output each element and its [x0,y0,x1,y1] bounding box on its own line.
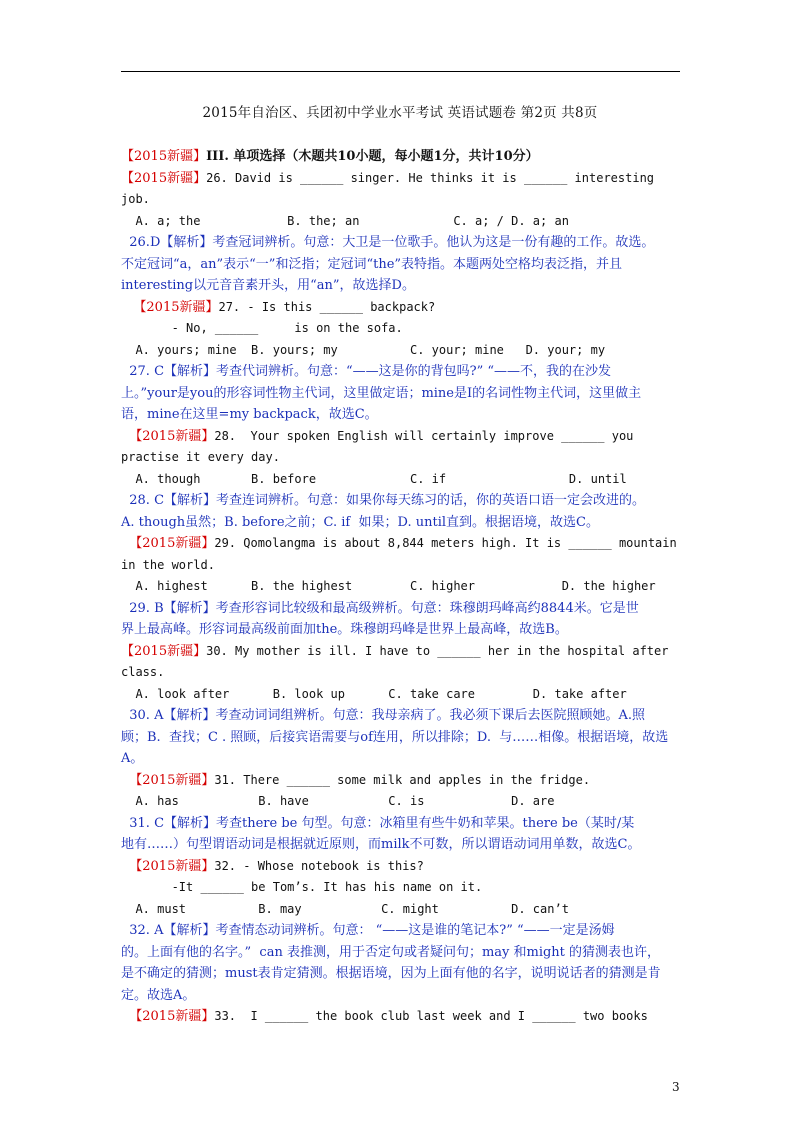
source-tag: 【2015新疆】 [121,772,215,788]
question-text: A. highest B. the highest C. higher D. the higher [121,579,656,593]
question-text: -It ______ be Tom’s. It has his name on it. [121,880,483,894]
question-line [121,533,681,555]
answer-explanation-line [121,727,681,749]
source-tag: 【2015新疆】 [121,643,207,659]
question-text: 27. - Is this ______ backpack? [218,299,436,314]
answer-explanation-line [121,705,681,727]
explanation-text: 是不确定的猜测；must表肯定猜测。根据语境，因为上面有他的名字，说明说话者的猜测是肯 [121,966,661,981]
answer-explanation-line [121,404,681,426]
question-text: class. [121,665,165,679]
question-line [121,168,681,190]
answer-explanation-line [121,813,681,835]
answer-explanation-line [121,920,681,942]
answer-explanation-line [121,512,681,534]
question-text: A. a; the B. the; an C. a; / D. a; an [121,213,569,228]
question-text: 31. There ______ some milk and apples in the fridge. [214,772,591,787]
source-tag: 【2015新疆】 [121,170,207,186]
explanation-text: 29. B【解析】考查形容词比较级和最高级辨析。句意：珠穆朗玛峰高约8844米。它是世 [121,600,639,616]
page-header: 2015年自治区、兵团初中学业水平考试 英语试题卷 第2页 共8页 [202,105,598,121]
question-line [121,297,681,319]
answer-options-line [121,899,681,921]
source-tag: 【2015新疆】 [121,858,215,874]
explanation-text: 28. C【解析】考查连词辨析。句意：如果你每天练习的话，你的英语口语一定会改进的。 [121,493,646,508]
section-heading [121,146,681,168]
answer-explanation-line [121,361,681,383]
explanation-text: 26.D【解析】考查冠词辨析。句意：大卫是一位歌手。他认为这是一份有趣的工作。故选。 [121,235,655,250]
explanation-text: 上。”your是you的形容词性物主代词，这里做定语；mine是I的名词性物主代词，这里做主 [121,385,642,401]
question-line [121,877,681,899]
answer-explanation-line [121,598,681,620]
answer-options-line [121,684,681,706]
question-content [121,146,681,1028]
question-text: practise it every day. [121,450,280,464]
question-text: job. [121,192,150,206]
answer-explanation-line [121,383,681,405]
answer-options-line [121,340,681,362]
question-text: A. must B. may C. might D. can’t [121,901,569,916]
question-line [121,189,681,211]
explanation-text: A. though虽然；B. before之前；C. if 如果；D. until直到。根据语境，故选C。 [121,514,599,530]
question-line [121,555,681,577]
question-text: A. though B. before C. if D. until [121,471,627,486]
answer-explanation-line [121,834,681,856]
source-tag: 【2015新疆】 [121,1009,215,1024]
answer-explanation-line [121,490,681,512]
answer-explanation-line [121,232,681,254]
answer-explanation-line [121,748,681,770]
question-text: A. look after B. look up C. take care D. take after [121,686,627,701]
answer-explanation-line [121,619,681,641]
explanation-text: 语，mine在这里=my backpack，故选C。 [121,407,378,422]
question-line [121,856,681,878]
explanation-text: 的。上面有他的名字。” can 表推测，用于否定句或者疑问句；may 和might 的猜测表也许， [121,944,661,960]
question-text: 28. Your spoken English will certainly improve ______ you [214,428,634,443]
question-line [121,662,681,684]
explanation-text: interesting以元音音素开头，用“an”，故选择D。 [121,278,415,293]
answer-options-line [121,791,681,813]
explanation-text: 界上最高峰。形容词最高级前面加the。珠穆朗玛峰是世界上最高峰，故选B。 [121,622,568,637]
question-text: 32. - Whose notebook is this? [214,858,424,873]
header-rule [121,71,680,72]
question-line [121,447,681,469]
explanation-text: 地有……）句型谓语动词是根据就近原则，而milk不可数，所以谓语动词用单数，故选C。 [121,837,641,852]
question-text: 29. Qomolangma is about 8,844 meters high. It is ______ mountain [214,536,677,550]
section-title: III. 单项选择（木题共10小题，每小题1分，共计10分） [206,149,539,164]
question-text: 33. I ______ the book club last week and I ______ two books [214,1009,648,1023]
question-text: A. has B. have C. is D. are [121,794,555,808]
question-line [121,318,681,340]
question-line [121,426,681,448]
source-tag: 【2015新疆】 [121,536,215,551]
explanation-text: 顾；B. 查找；C . 照顾，后接宾语需要与of连用，所以排除；D. 与……相像。根据语境，故选 [121,729,669,745]
explanation-text: 32. A【解析】考查情态动词辨析。句意： “——这是谁的笔记本?” “——一定是汤姆 [121,923,615,938]
explanation-text: 定。故选A。 [121,987,196,1003]
answer-explanation-line [121,963,681,985]
question-text: A. yours; mine B. yours; my C. your; mine D. your; my [121,342,606,357]
source-tag: 【2015新疆】 [121,428,215,444]
question-line [121,770,681,792]
answer-explanation-line [121,275,681,297]
source-tag: 【2015新疆】 [121,299,219,315]
explanation-text: 30. A【解析】考查动词词组辨析。句意：我母亲病了。我必须下课后去医院照顾她。A.照 [121,708,645,723]
answer-options-line [121,211,681,233]
answer-options-line [121,576,681,598]
section-tag: 【2015新疆】 [121,149,207,164]
question-lines [121,168,681,1028]
answer-explanation-line [121,254,681,276]
explanation-text: 不定冠词“a，an”表示“一”和泛指；定冠词“the”表特指。本题两处空格均表泛指，并且 [121,256,623,272]
explanation-text: A。 [121,751,144,766]
explanation-text: 27. C【解析】考查代词辨析。句意：“——这是你的背包吗?” “——不，我的在沙发 [121,364,612,379]
question-line [121,1006,681,1028]
question-text: - No, ______ is on the sofa. [121,321,403,335]
question-line [121,641,681,663]
page-number: 3 [672,1080,680,1094]
explanation-text: 31. C【解析】考查there be 句型。句意：冰箱里有些牛奶和苹果。there be（某时/某 [121,815,635,831]
question-text: 30. My mother is ill. I have to ______ her in the hospital after [206,643,669,658]
question-text: 26. David is ______ singer. He thinks it is ______ interesting [206,170,655,185]
question-text: in the world. [121,557,215,572]
answer-options-line [121,469,681,491]
answer-explanation-line [121,985,681,1007]
answer-explanation-line [121,942,681,964]
